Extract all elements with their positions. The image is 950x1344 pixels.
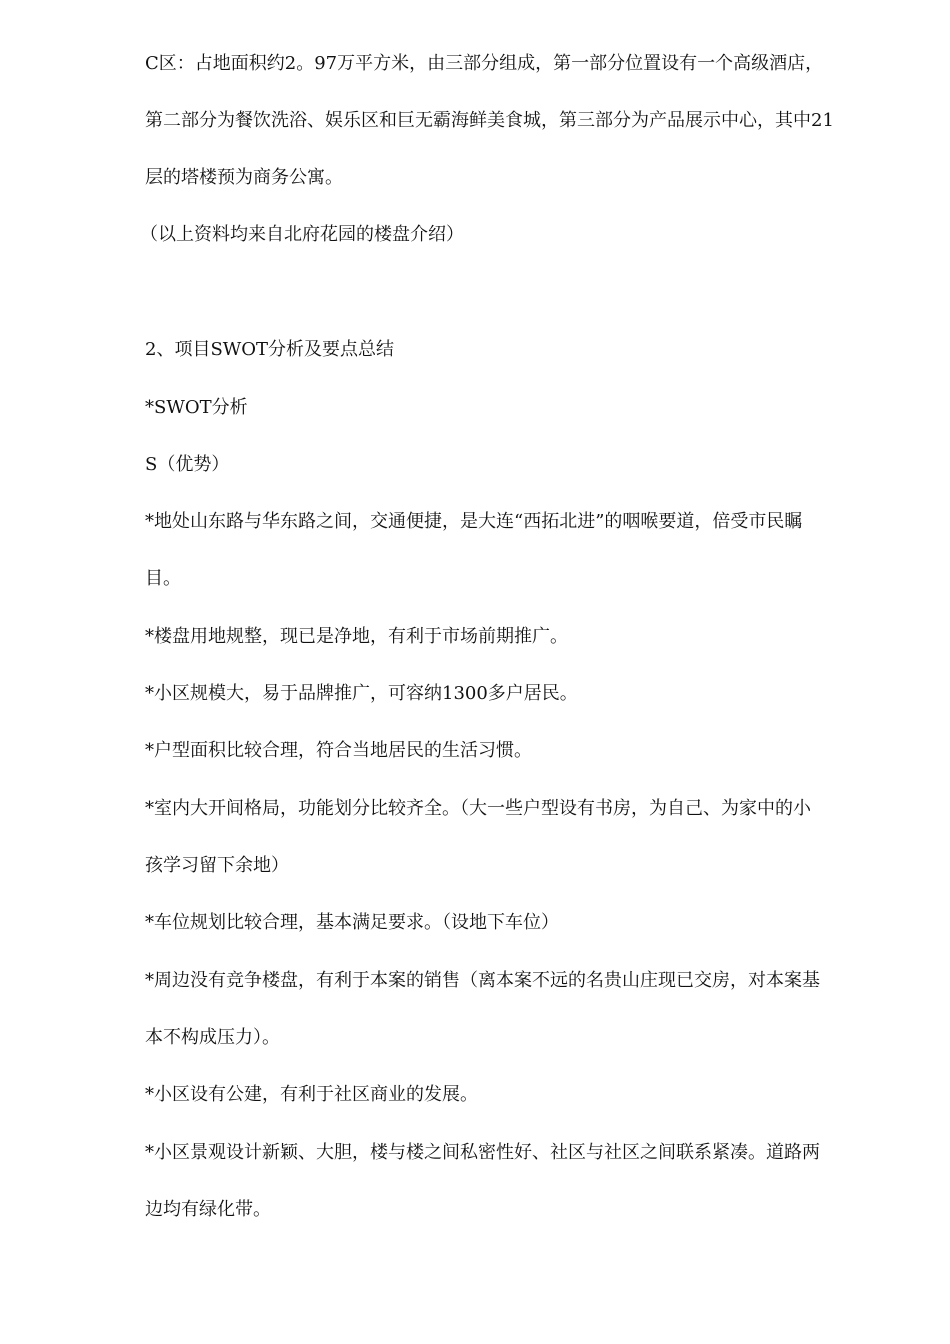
strength-parking: *车位规划比较合理，基本满足要求。（设地下车位）: [145, 912, 559, 933]
paragraph-zone-c-line-2: 第二部分为餐饮洗浴、娱乐区和巨无霸海鲜美食城，第三部分为产品展示中心，其中21: [145, 110, 834, 131]
strength-competition-line-1: *周边没有竞争楼盘，有利于本案的销售（离本案不远的名贵山庄现已交房，对本案基: [145, 970, 820, 991]
source-note: （以上资料均来自北府花园的楼盘介绍）: [140, 224, 464, 245]
strength-layout-line-2: 孩学习留下余地）: [145, 855, 289, 876]
strength-layout-line-1: *室内大开间格局，功能划分比较齐全。（大一些户型设有书房，为自己、为家中的小: [145, 798, 811, 819]
strength-landscape-line-2: 边均有绿化带。: [145, 1199, 271, 1220]
strength-location-line-1: *地处山东路与华东路之间，交通便捷，是大连“西拓北进”的咽喉要道，倍受市民瞩: [145, 511, 803, 532]
section-heading-swot: 2、项目SWOT分析及要点总结: [145, 339, 395, 360]
strength-unit-area: *户型面积比较合理，符合当地居民的生活习惯。: [145, 740, 532, 761]
strength-location-line-2: 目。: [145, 568, 181, 589]
subheading-strengths: S（优势）: [145, 454, 230, 475]
strength-land: *楼盘用地规整，现已是净地，有利于市场前期推广。: [145, 626, 568, 647]
strength-scale: *小区规模大，易于品牌推广，可容纳1300多户居民。: [145, 683, 578, 704]
strength-public-facilities: *小区设有公建，有利于社区商业的发展。: [145, 1084, 478, 1105]
strength-competition-line-2: 本不构成压力）。: [145, 1027, 280, 1048]
subheading-swot-analysis: *SWOT分析: [145, 397, 248, 418]
paragraph-zone-c-line-3: 层的塔楼预为商务公寓。: [145, 167, 343, 188]
strength-landscape-line-1: *小区景观设计新颖、大胆，楼与楼之间私密性好、社区与社区之间联系紧凑。道路两: [145, 1142, 820, 1163]
paragraph-zone-c-line-1: C区：占地面积约2。97万平方米，由三部分组成，第一部分位置设有一个高级酒店，: [145, 53, 824, 74]
